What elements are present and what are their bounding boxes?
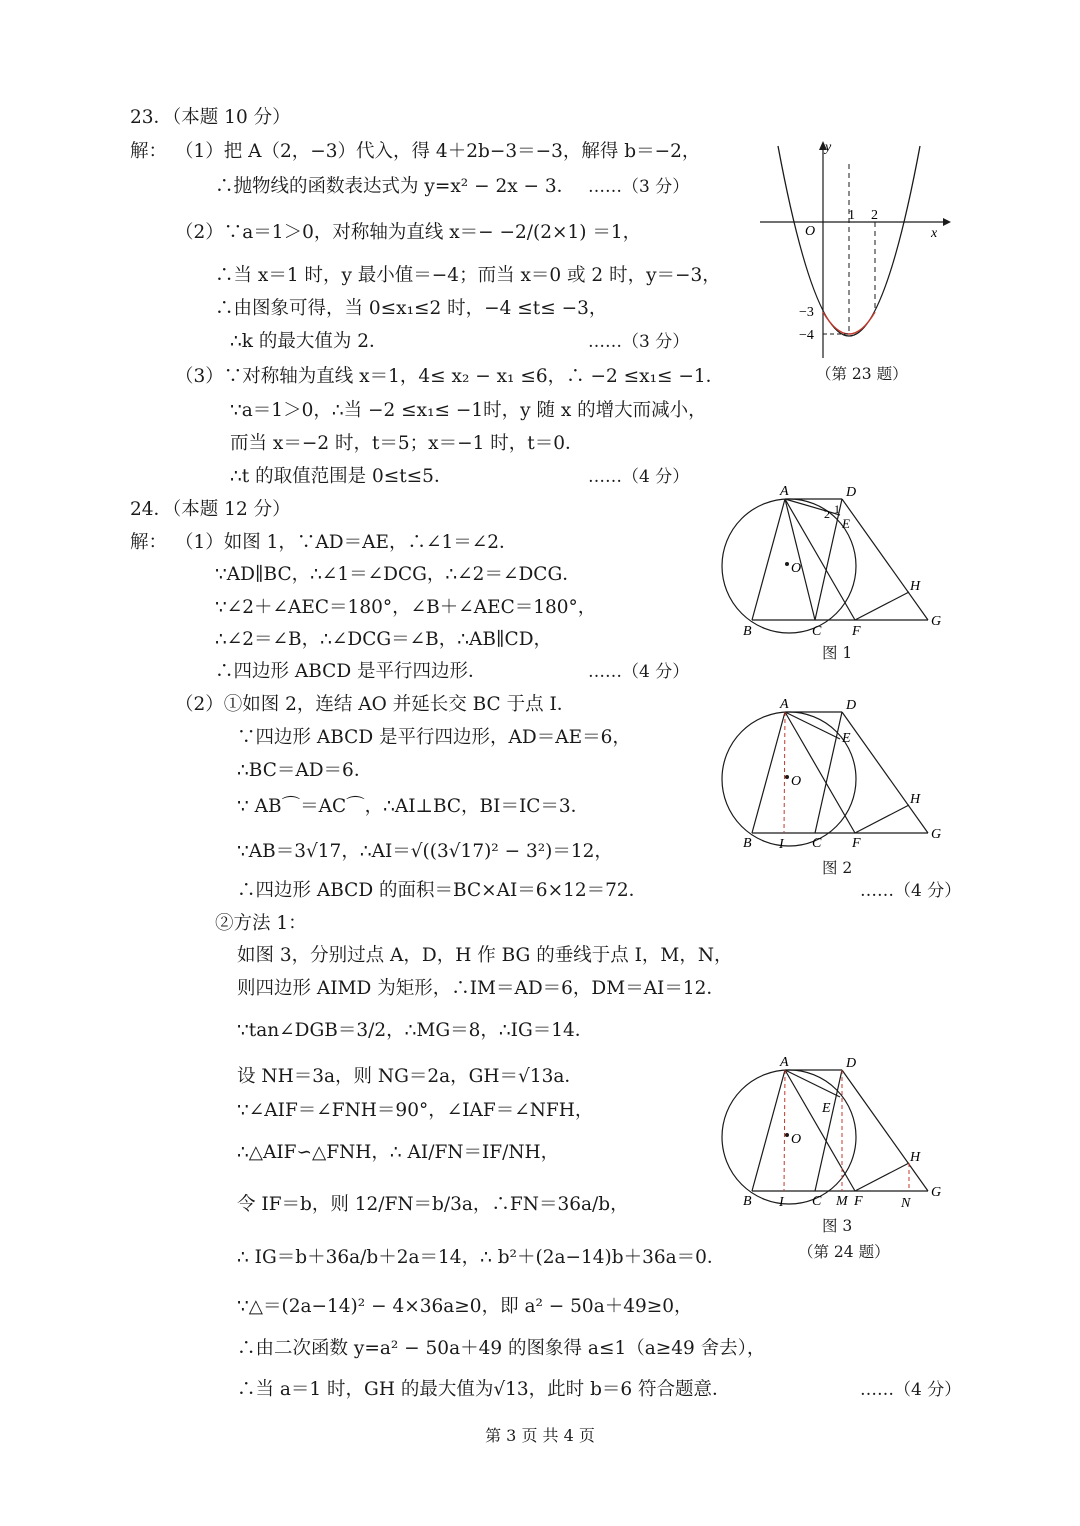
segment-af <box>785 1070 855 1191</box>
q24-m-line11: ∴当 a＝1 时，GH 的最大值为√13，此时 b＝6 符合题意． <box>237 1379 731 1400</box>
q24-p2-line1: （2）①如图 2，连结 AO 并延长交 BC 于点 I． <box>175 694 576 715</box>
label-e: E <box>842 516 850 531</box>
tick-minus3: −3 <box>799 305 814 320</box>
q24-figure-2 <box>712 694 952 854</box>
label-g: G <box>931 1185 942 1200</box>
label-d: D <box>846 485 857 500</box>
q24-figure-1 <box>712 480 952 640</box>
q24-fig2-caption: 图 2 <box>822 859 853 877</box>
q24-p2-score: ……（4 分） <box>860 881 962 901</box>
q24-m-line2: 则四边形 AIMD 为矩形，∴IM＝AD＝6，DM＝AI＝12． <box>237 978 725 999</box>
circle-o <box>722 499 856 633</box>
label-f: F <box>852 836 861 851</box>
segment-ab <box>752 499 785 620</box>
segment-fh <box>855 592 909 620</box>
label-f: F <box>852 624 861 639</box>
q23-p3-score: ……（4 分） <box>588 467 690 487</box>
label-d: D <box>846 1056 857 1071</box>
q23-p1-line1: （1）把 A（2，−3）代入，得 4＋2b−3＝−3，解得 b＝−2， <box>175 141 701 162</box>
q24-p1-line1: （1）如图 1，∵AD＝AE，∴∠1＝∠2． <box>175 532 518 553</box>
label-e: E <box>822 1101 831 1116</box>
label-b: B <box>743 836 752 851</box>
q24-m-line5: ∵∠AIF＝∠FNH＝90°，∠IAF＝∠NFH， <box>237 1100 594 1121</box>
label-g: G <box>931 614 942 629</box>
q24-p1-line2: ∵AD∥BC，∴∠1＝∠DCG，∴∠2＝∠DCG． <box>215 564 581 585</box>
q24-p1-line5: ∴四边形 ABCD 是平行四边形． <box>215 661 487 682</box>
q24-p2-line2: ∵四边形 ABCD 是平行四边形，AD＝AE＝6， <box>237 727 631 748</box>
label-i: I <box>779 1195 784 1210</box>
segment-dc <box>815 1070 842 1191</box>
q24-fig3-caption: 图 3 <box>822 1217 853 1235</box>
label-o: O <box>791 1132 802 1147</box>
tick-minus4: −4 <box>799 328 814 343</box>
label-d: D <box>846 698 857 713</box>
label-c: C <box>812 836 822 851</box>
q23-parabola-graph <box>755 138 955 363</box>
label-i: I <box>779 837 784 852</box>
center-dot <box>785 775 789 779</box>
q23-p3-line3: 而当 x＝−2 时，t＝5；x＝−1 时，t＝0． <box>230 433 584 454</box>
q24-solution-label: 解： <box>130 532 168 553</box>
label-h: H <box>910 1150 921 1165</box>
label-a: A <box>780 484 789 499</box>
q24-m-line6: ∴△AIF∽△FNH，∴ AI/FN＝IF/NH， <box>237 1142 560 1163</box>
q24-m-line10: ∴由二次函数 y=a² − 50a＋49 的图象得 a≤1（a≥49 舍去）， <box>237 1338 766 1359</box>
q24-m-line4: 设 NH＝3a，则 NG＝2a，GH＝√13a． <box>237 1066 583 1087</box>
segment-ai <box>784 712 785 833</box>
segment-ab <box>752 712 785 833</box>
label-c: C <box>812 624 822 639</box>
label-g: G <box>931 827 942 842</box>
q24-m-line9: ∵△＝(2a−14)² − 4×36a≥0，即 a² − 50a＋49≥0， <box>237 1296 693 1317</box>
q24-p2-line4: ∵ AB⌒＝AC⌒，∴AI⊥BC，BI＝IC＝3． <box>237 796 590 817</box>
label-angle1: 1 <box>834 502 840 516</box>
q23-p1-line2: ∴抛物线的函数表达式为 y=x² − 2x − 3． <box>215 176 576 197</box>
segment-dc <box>815 712 842 833</box>
segment-ac <box>785 499 815 620</box>
q24-p1-line3: ∵∠2＋∠AEC＝180°，∠B＋∠AEC＝180°， <box>215 597 597 618</box>
label-n: N <box>901 1196 911 1211</box>
tick-2: 2 <box>871 208 878 223</box>
segment-dg <box>842 712 928 833</box>
q24-header: 24．（本题 12 分） <box>130 499 291 520</box>
label-a: A <box>780 1055 789 1070</box>
origin-label: O <box>805 224 816 239</box>
q24-p2-line6: ∴四边形 ABCD 的面积＝BC×AI＝6×12＝72． <box>237 880 648 901</box>
q23-header: 23．（本题 10 分） <box>130 107 291 128</box>
q23-p2-line3: ∴由图象可得，当 0≤x₁≤2 时，−4 ≤t≤ −3， <box>215 298 608 319</box>
q24-m-score: ……（4 分） <box>860 1380 962 1400</box>
q24-p2-line3: ∴BC＝AD＝6． <box>237 760 373 781</box>
q24-figure-caption: （第 24 题） <box>798 1243 890 1261</box>
label-h: H <box>910 792 921 807</box>
q24-p1-score: ……（4 分） <box>588 662 690 682</box>
segment-dg <box>842 499 928 620</box>
label-angle2: 2 <box>824 507 830 521</box>
tick-1: 1 <box>848 208 855 223</box>
q24-m-line7: 令 IF＝b，则 12/FN＝b/3a，∴FN＝36a/b， <box>237 1194 629 1215</box>
label-h: H <box>910 579 921 594</box>
q23-p2-line1: （2）∵a＝1＞0，对称轴为直线 x＝− −2/(2×1) ＝1， <box>175 222 642 243</box>
label-a: A <box>780 697 789 712</box>
page-footer: 第 3 页 共 4 页 <box>485 1426 595 1445</box>
segment-fh <box>855 805 909 833</box>
segment-fh <box>855 1163 909 1191</box>
q23-p2-line4: ∴k 的最大值为 2． <box>230 331 388 352</box>
label-f: F <box>854 1194 863 1209</box>
q23-figure-caption: （第 23 题） <box>816 365 908 383</box>
segment-dg <box>842 1070 928 1191</box>
label-b: B <box>743 1194 752 1209</box>
segment-ab <box>752 1070 785 1191</box>
q23-p2-line2: ∴当 x＝1 时，y 最小值＝−4；而当 x＝0 或 2 时，y＝−3， <box>215 265 721 286</box>
q24-method-title: ②方法 1： <box>215 913 307 934</box>
circle-o <box>722 712 856 846</box>
label-o: O <box>791 774 802 789</box>
q24-p1-line4: ∴∠2＝∠B，∴∠DCG＝∠B，∴AB∥CD， <box>215 629 553 650</box>
center-dot <box>785 562 789 566</box>
y-label: y <box>825 140 832 155</box>
label-m: M <box>836 1194 848 1209</box>
q23-p3-line4: ∴t 的取值范围是 0≤t≤5． <box>230 466 453 487</box>
label-b: B <box>743 624 752 639</box>
x-label: x <box>931 226 938 241</box>
q24-m-line1: 如图 3，分别过点 A，D，H 作 BG 的垂线于点 I，M，N， <box>237 945 733 966</box>
q24-m-line3: ∵tan∠DGB＝3/2，∴MG＝8，∴IG＝14． <box>237 1020 594 1041</box>
circle-o <box>722 1070 856 1204</box>
segment-ai <box>784 1070 785 1191</box>
x-axis-arrow <box>943 218 951 226</box>
q23-p1-score: ……（3 分） <box>588 177 690 197</box>
q24-fig1-caption: 图 1 <box>822 644 853 662</box>
label-e: E <box>842 731 851 746</box>
label-o: O <box>791 561 802 576</box>
center-dot <box>785 1133 789 1137</box>
q24-p2-line5: ∵AB＝3√17，∴AI＝√((3√17)² − 3²)＝12， <box>237 841 613 862</box>
label-c: C <box>812 1194 822 1209</box>
q23-p3-line2: ∵a＝1＞0，∴当 −2 ≤x₁≤ −1时，y 随 x 的增大而减小， <box>230 400 707 421</box>
q23-p2-score: ……（3 分） <box>588 332 690 352</box>
q23-solution-label: 解： <box>130 141 168 162</box>
q24-m-line8: ∴ IG＝b＋36a/b＋2a＝14，∴ b²＋(2a−14)b＋36a＝0． <box>237 1247 726 1268</box>
q23-p3-line1: （3）∵对称轴为直线 x＝1，4≤ x₂ − x₁ ≤6，∴ −2 ≤x₁≤ −1． <box>175 366 725 387</box>
q24-figure-3 <box>712 1052 952 1212</box>
